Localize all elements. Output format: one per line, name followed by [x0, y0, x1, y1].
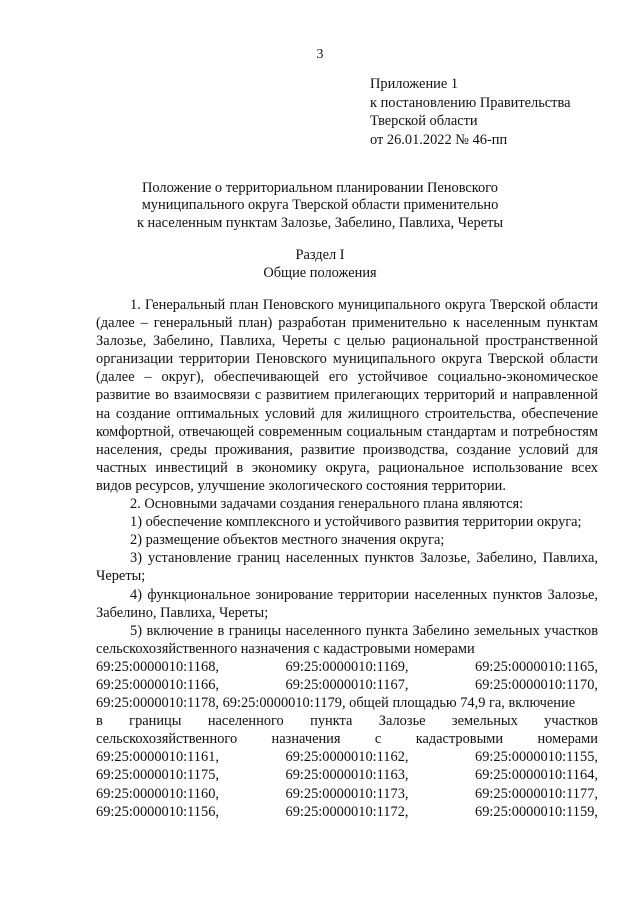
- appendix-line-1: Приложение 1: [370, 76, 459, 92]
- list-item-5-tail: 69:25:0000010:1178, 69:25:0000010:1179, общей площадью 74,9 га, включение: [96, 695, 576, 712]
- cadastral-row-2: [96, 676, 598, 694]
- word: назначения: [271, 731, 341, 748]
- cadastral-number: 69:25:0000010:1168,: [96, 658, 219, 675]
- word: границы: [129, 713, 182, 730]
- cadastral-number: 69:25:0000010:1167,: [285, 676, 409, 693]
- list-item-4: 4) функциональное зонирование территории населенных пунктов Залозье, Забелино, Павлиха, Череты;: [96, 586, 598, 621]
- title-line-3: к населенным пунктам Залозье, Забелино, Павлиха, Череты: [136, 214, 504, 231]
- appendix-line-3: Тверской области: [370, 113, 478, 130]
- list-item-1: 1) обеспечение комплексного и устойчивого развития территории округа;: [130, 514, 582, 531]
- document-title: [0, 180, 640, 232]
- list-item-2: 2) размещение объектов местного значения округа;: [130, 532, 445, 549]
- cadastral-number: 69:25:0000010:1155,: [475, 749, 598, 766]
- cadastral-number: 69:25:0000010:1162,: [285, 749, 409, 766]
- list-item-3: 3) установление границ населенных пунктов Залозье, Забелино, Павлиха, Череты;: [96, 550, 598, 585]
- document-body: [96, 296, 598, 821]
- word: кадастровыми: [415, 731, 504, 748]
- cadastral-row-4: [96, 766, 598, 784]
- cadastral-number: 69:25:0000010:1175,: [96, 767, 219, 784]
- cadastral-number: 69:25:0000010:1163,: [285, 767, 409, 784]
- word: населенного: [207, 713, 284, 730]
- cadastral-number: 69:25:0000010:1159,: [475, 803, 598, 820]
- cadastral-number: 69:25:0000010:1164,: [475, 767, 598, 784]
- justified-line-b: [96, 730, 598, 748]
- word: сельскохозяйственного: [96, 731, 238, 748]
- cadastral-number: 69:25:0000010:1156,: [96, 803, 219, 820]
- word: участков: [544, 713, 598, 730]
- word: земельных: [451, 713, 518, 730]
- cadastral-number: 69:25:0000010:1172,: [285, 803, 409, 820]
- cadastral-number: 69:25:0000010:1177,: [475, 785, 598, 802]
- section-name: Общие положения: [263, 265, 377, 281]
- section-number: Раздел I: [295, 247, 345, 263]
- cadastral-row-6: [96, 803, 598, 821]
- title-line-2: муниципального округа Тверской области применительно: [141, 197, 499, 214]
- cadastral-number: 69:25:0000010:1170,: [475, 676, 598, 693]
- appendix-line-2: к постановлению Правительства: [370, 94, 571, 111]
- page-number: 3: [316, 47, 324, 62]
- word: пункта: [310, 713, 353, 730]
- cadastral-row-5: [96, 785, 598, 803]
- cadastral-number: 69:25:0000010:1169,: [285, 658, 409, 675]
- cadastral-number: 69:25:0000010:1166,: [96, 676, 219, 693]
- paragraph-2: 2. Основными задачами создания генерального плана являются:: [130, 496, 524, 513]
- cadastral-number: 69:25:0000010:1173,: [285, 785, 409, 802]
- cadastral-number: 69:25:0000010:1160,: [96, 785, 219, 802]
- appendix-block: [370, 75, 570, 149]
- word: в: [96, 713, 103, 730]
- justified-line-a: [96, 712, 598, 730]
- cadastral-number: 69:25:0000010:1165,: [475, 658, 598, 675]
- paragraph-1: 1. Генеральный план Пеновского муниципального округа Тверской области (далее – генеральный план) разработан применительно к населенным пунктам Залозье, Забелино, Павлиха, Череты с целью рациональной пространственной организации территории Пеновского муниципального округа Тверской области (далее – округ), обеспечивающей его устойчивое социально-экономическое развитие во взаимосвязи с развитием прилегающих территорий и направленной на создание оптимальных условий для жилищного строительства, обеспечение комфортной, отвечающей современным социальным стандартам и потребностям населения, среды проживания, развитие производства, создание условий для частных инвестиций в экономику округа, рациональное использование всех видов ресурсов, улучшение экологического состояния территории.: [96, 297, 598, 494]
- cadastral-row-1: [96, 658, 598, 676]
- list-item-5-intro: 5) включение в границы населенного пункта Забелино земельных участков сельскохозяйственного назначения с кадастровыми номерами: [96, 622, 598, 657]
- cadastral-row-3: [96, 748, 598, 766]
- section-heading: [0, 246, 640, 282]
- cadastral-number: 69:25:0000010:1161,: [96, 749, 219, 766]
- word: номерами: [537, 731, 598, 748]
- title-line-1: Положение о территориальном планировании Пеновского: [141, 180, 498, 196]
- appendix-line-4: от 26.01.2022 № 46-пп: [370, 131, 508, 148]
- word: с: [374, 731, 382, 748]
- word: Залозье: [378, 713, 426, 730]
